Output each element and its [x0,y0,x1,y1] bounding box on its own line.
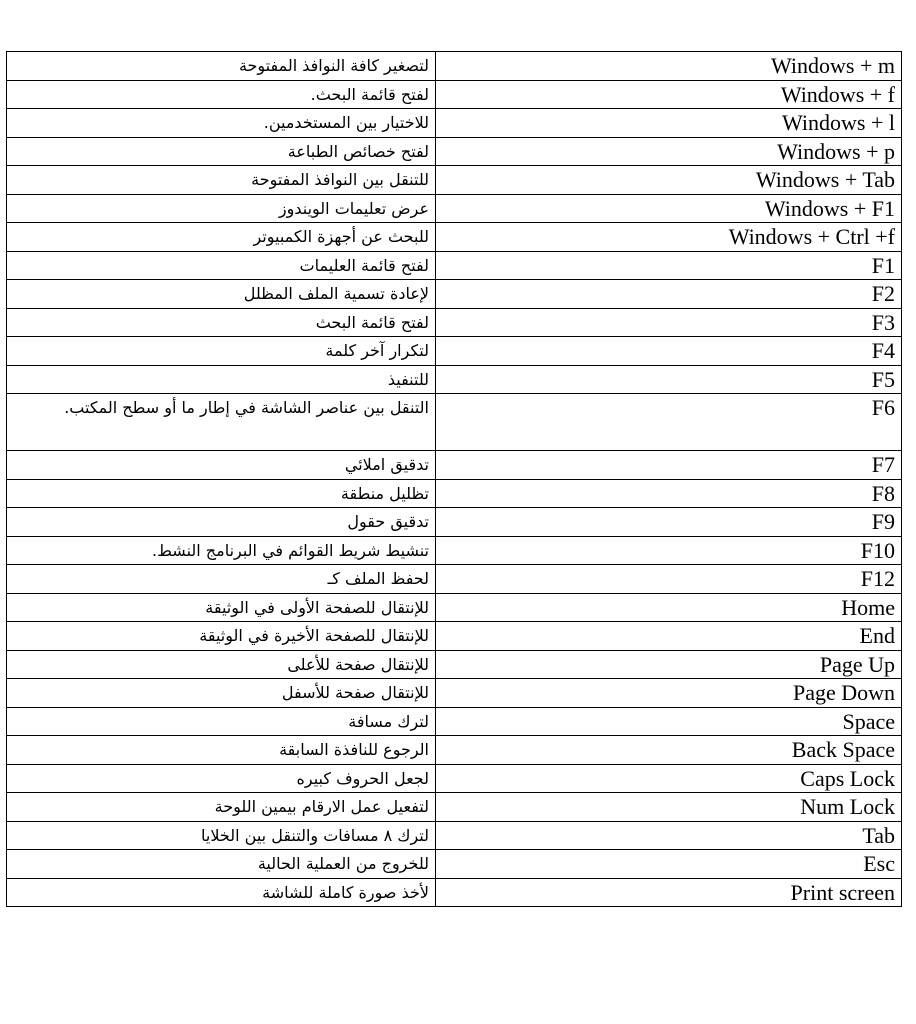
table-row [7,394,902,451]
description-cell: لجعل الحروف كبيره [7,764,436,793]
description-cell: عرض تعليمات الويندوز [7,194,436,223]
table-row [7,850,902,879]
shortcut-key-cell: F10 [436,536,902,565]
shortcut-key-cell: Back Space [436,736,902,765]
shortcut-key-cell: F7 [436,451,902,480]
description-cell: لحفظ الملف كـ [7,565,436,594]
description-cell: لترك مسافة [7,707,436,736]
table-row [7,251,902,280]
description-cell: للخروج من العملية الحالية [7,850,436,879]
table-row [7,679,902,708]
description-cell: لتفعيل عمل الارقام بيمين اللوحة [7,793,436,822]
shortcut-key-cell: F9 [436,508,902,537]
description-cell: لأخذ صورة كاملة للشاشة [7,878,436,907]
description-cell: تنشيط شريط القوائم في البرنامج النشط. [7,536,436,565]
shortcut-key-cell: End [436,622,902,651]
description-cell: للاختيار بين المستخدمين. [7,109,436,138]
shortcut-key-cell: Print screen [436,878,902,907]
description-cell: لتكرار آخر كلمة [7,337,436,366]
description-cell: للإنتقال للصفحة الأولى في الوثيقة [7,593,436,622]
table-row [7,308,902,337]
table-row [7,736,902,765]
description-cell: لتصغير كافة النوافذ المفتوحة [7,52,436,81]
shortcut-key-cell: Caps Lock [436,764,902,793]
description-cell: لفتح قائمة البحث. [7,80,436,109]
table-row [7,109,902,138]
shortcut-key-cell: Space [436,707,902,736]
shortcut-key-cell: F12 [436,565,902,594]
shortcut-key-cell: F8 [436,479,902,508]
table-row [7,194,902,223]
table-row [7,565,902,594]
table-row [7,508,902,537]
table-row [7,337,902,366]
table-row [7,365,902,394]
shortcut-key-cell: Windows + m [436,52,902,81]
description-cell: لفتح خصائص الطباعة [7,137,436,166]
table-row [7,707,902,736]
description-cell: للإنتقال صفحة للأعلى [7,650,436,679]
shortcut-key-cell: F2 [436,280,902,309]
description-cell: للبحث عن أجهزة الكمبيوتر [7,223,436,252]
description-cell: للإنتقال صفحة للأسفل [7,679,436,708]
shortcut-key-cell: Page Down [436,679,902,708]
shortcut-key-cell: Num Lock [436,793,902,822]
description-cell: لفتح قائمة العليمات [7,251,436,280]
description-cell: الرجوع للنافذة السابقة [7,736,436,765]
shortcut-key-cell: Page Up [436,650,902,679]
table-row [7,878,902,907]
description-cell: التنقل بين عناصر الشاشة في إطار ما أو سطح المكتب. [7,394,436,451]
table-row [7,764,902,793]
table-row [7,80,902,109]
table-row [7,650,902,679]
table-row [7,479,902,508]
shortcut-key-cell: F1 [436,251,902,280]
table-row [7,821,902,850]
table-row [7,280,902,309]
table-row [7,622,902,651]
description-cell: تظليل منطقة [7,479,436,508]
shortcut-key-cell: Esc [436,850,902,879]
table-row [7,536,902,565]
table-row [7,166,902,195]
description-cell: لترك ٨ مسافات والتنقل بين الخلايا [7,821,436,850]
description-cell: لإعادة تسمية الملف المظلل [7,280,436,309]
shortcut-key-cell: Windows + f [436,80,902,109]
shortcut-key-cell: Windows + l [436,109,902,138]
shortcut-key-cell: F6 [436,394,902,451]
table-row [7,223,902,252]
description-cell: تدقيق املائي [7,451,436,480]
shortcut-key-cell: Windows + F1 [436,194,902,223]
description-cell: للتنفيذ [7,365,436,394]
shortcut-key-cell: Home [436,593,902,622]
shortcut-key-cell: Windows + p [436,137,902,166]
shortcut-key-cell: F3 [436,308,902,337]
table-row [7,52,902,81]
shortcut-key-cell: F4 [436,337,902,366]
description-cell: تدقيق حقول [7,508,436,537]
shortcuts-table-body [7,52,902,907]
shortcut-key-cell: Tab [436,821,902,850]
table-row [7,451,902,480]
shortcut-key-cell: F5 [436,365,902,394]
description-cell: لفتح قائمة البحث [7,308,436,337]
table-row [7,593,902,622]
table-row [7,137,902,166]
shortcut-key-cell: Windows + Ctrl +f [436,223,902,252]
description-cell: للتنقل بين النوافذ المفتوحة [7,166,436,195]
shortcut-key-cell: Windows + Tab [436,166,902,195]
description-cell: للإنتقال للصفحة الأخيرة في الوثيقة [7,622,436,651]
table-row [7,793,902,822]
shortcuts-table [6,51,902,907]
